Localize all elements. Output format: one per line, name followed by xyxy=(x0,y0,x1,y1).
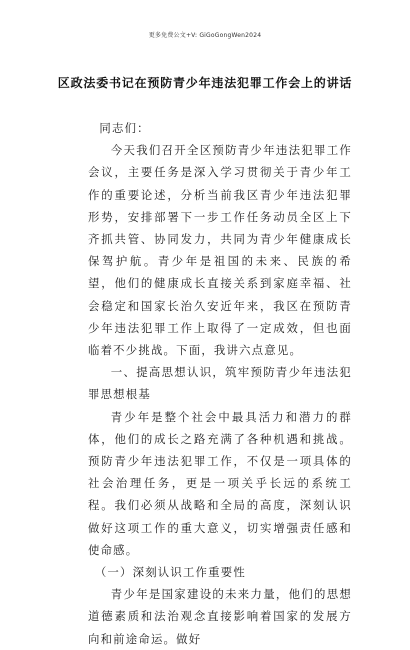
salutation: 同志们： xyxy=(99,121,150,135)
paragraph-section-1: 青少年是整个社会中最具活力和潜力的群体，他们的成长之路充满了各种机遇和挑战。预防青少年违法犯罪工作，不仅是一项具体的社会治理任务，更是一项关乎长远的系统工程。我们必须从战略和全局的高度，深刻认识做好这项工作的重大意义，切实增强责任感和使命感。 xyxy=(88,409,352,557)
section-heading-1: 一、提高思想认识，筑牢预防青少年违法犯罪思想根基 xyxy=(88,365,352,402)
paragraph-intro: 今天我们召开全区预防青少年违法犯罪工作会议，主要任务是深入学习贯彻关于青少年工作的重要论述，分析当前我区青少年违法犯罪形势，安排部署下一步工作任务动员全区上下齐抓共管、协同发力，共同为青少年健康成长保驾护航。青少年是祖国的未来、民族的希望，他们的健康成长直接关系到家庭幸福、社会稳定和国家长治久安近年来，我区在预防青少年违法犯罪工作上取得了一定成效，但也面临着不少挑战。下面，我讲六点意见。 xyxy=(88,143,352,358)
subsection-heading-1: （一）深刻认识工作重要性 xyxy=(94,565,246,580)
header-note: 更多免费公文+V: GiGoGongWen2024 xyxy=(148,32,262,39)
paragraph-subsection-1: 青少年是国家建设的未来力量，他们的思想道德素质和法治观念直接影响着国家的发展方向和前途命运。做好 xyxy=(88,587,352,646)
document-title: 区政法委书记在预防青少年违法犯罪工作会上的讲话 xyxy=(57,76,353,90)
document-body xyxy=(88,117,352,650)
